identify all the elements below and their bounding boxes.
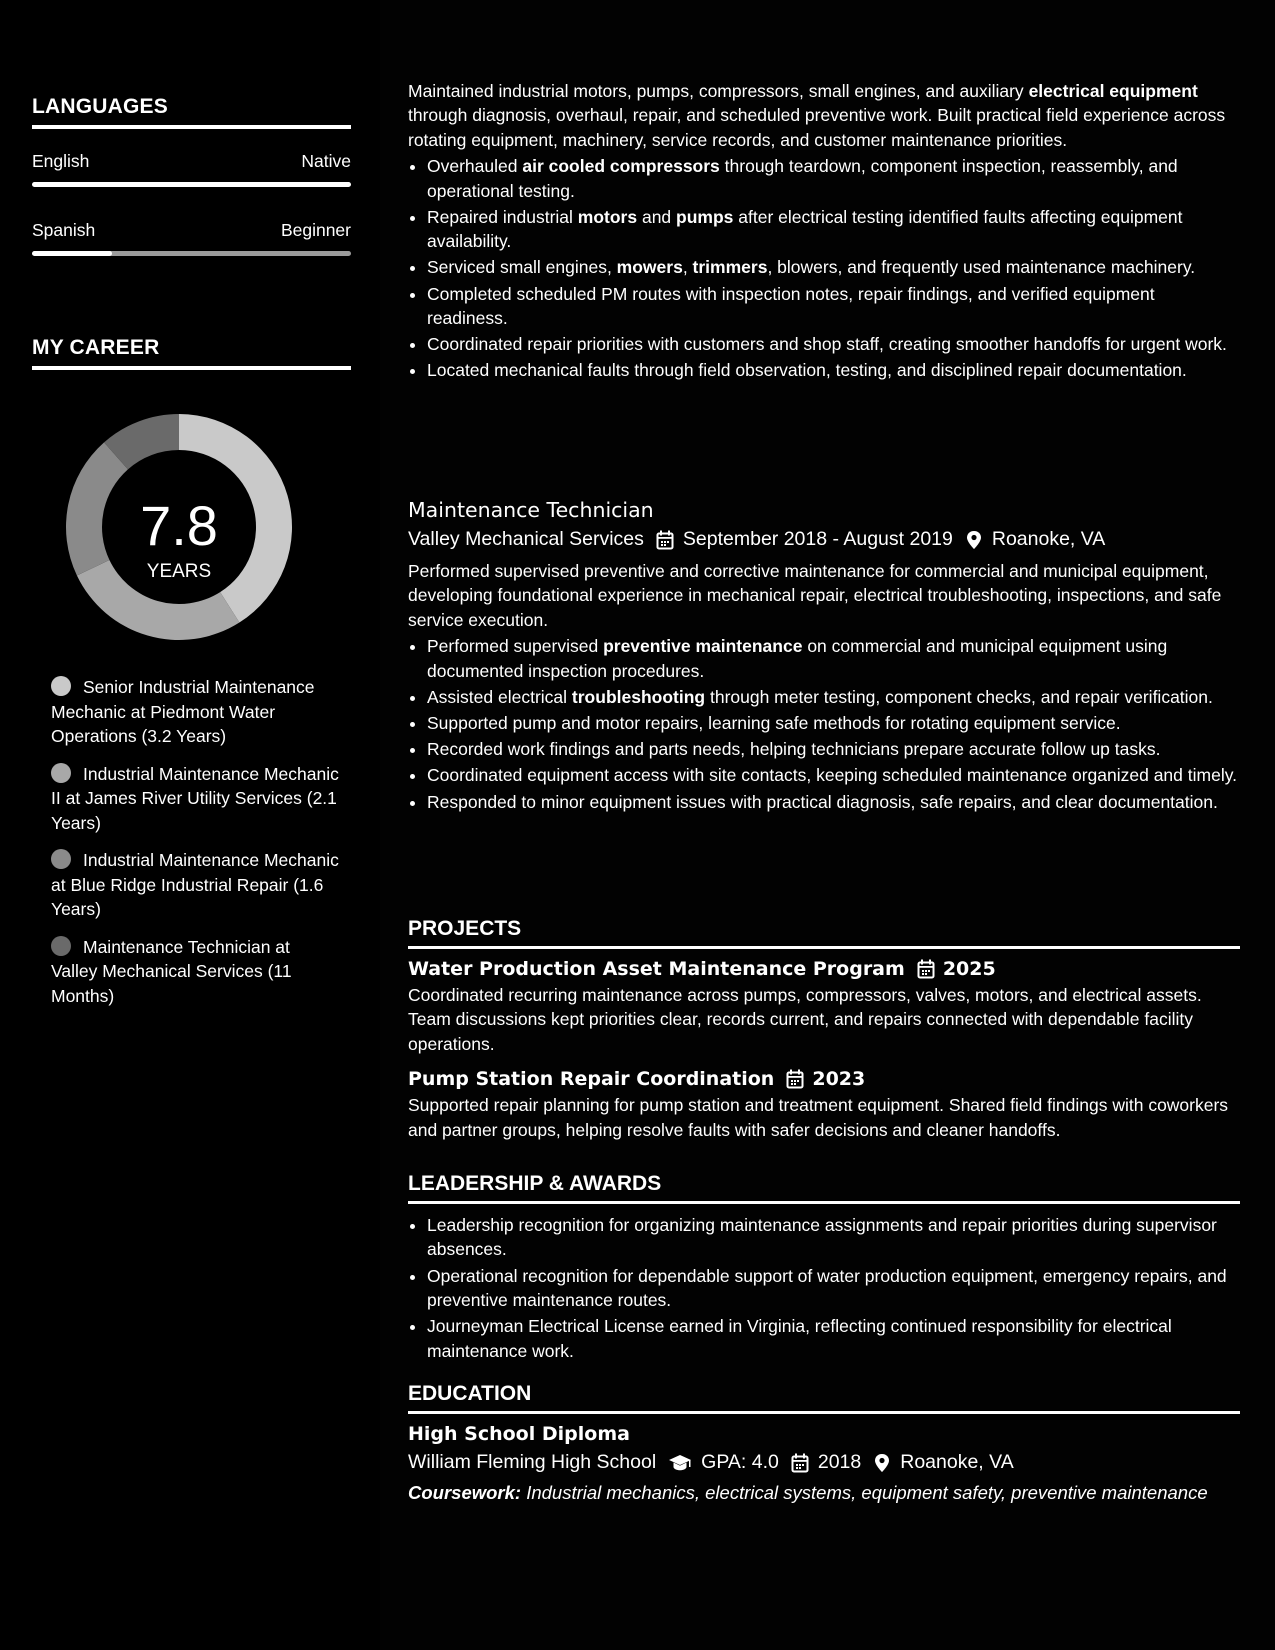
awards-heading: LEADERSHIP & AWARDS [408,1172,1240,1204]
bullet-item: • Recorded work findings and parts needs, helping technicians prepare accurate follow up tasks. [427,737,1240,761]
bullet-item: • Coordinated repair priorities with customers and shop staff, creating smoother handoffs for urgent work. [427,332,1240,356]
awards-section [408,1172,1240,1365]
bullet-item: • Located mechanical faults through field observation, testing, and disciplined repair documentation. [427,358,1240,382]
language-proficiency-bar [32,182,351,187]
career-legend [51,675,341,1021]
graduation-cap-icon [668,1453,692,1473]
language-level: Native [301,151,351,171]
project-title-row [408,1068,1240,1090]
career-section [32,336,351,370]
coursework: Coursework: Industrial mechanics, electrical systems, equipment safety, preventive maintenance [408,1482,1208,1503]
prev-job-bullets [408,154,1240,383]
job-dates: September 2018 - August 2019 [682,528,953,550]
donut-segment-2 [66,442,128,575]
languages-section [32,95,351,256]
education-section [408,1382,1240,1505]
career-donut-chart [59,407,299,647]
project-desc: Coordinated recurring maintenance across pumps, compressors, valves, motors, and electrical assets. Team discussions kept priorities clear, records current, and repairs connected with dependable facility operations. [408,985,1202,1054]
language-level: Beginner [280,220,351,240]
languages-heading: LANGUAGES [32,95,351,129]
career-item-text: Industrial Maintenance Mechanic at Blue Ridge Industrial Repair (1.6 Years) [51,850,339,919]
award-item: • Leadership recognition for organizing maintenance assignments and repair priorities during supervisor absences. [427,1213,1240,1262]
location-pin-icon [965,530,983,550]
career-item-text: Maintenance Technician at Valley Mechanical Services (11 Months) [51,936,292,1006]
job-bullets [408,634,1240,814]
bullet-item: • Assisted electrical troubleshooting through meter testing, component checks, and repair verification. [427,685,1240,709]
career-total-value: 7.8 [140,494,218,557]
career-item [51,762,341,836]
legend-dot [51,676,71,696]
education-meta [408,1451,1240,1474]
project-year: 2025 [942,958,996,980]
sidebar [0,0,380,1650]
project-desc: Supported repair planning for pump station and treatment equipment. Shared field findings with coworkers and partner groups, helping resolve faults with safer decisions and cleaner handoffs. [408,1095,1229,1140]
career-heading: MY CAREER [32,336,351,370]
bullet-item: • Coordinated equipment access with site contacts, keeping scheduled maintenance organized and timely. [427,763,1240,787]
career-item [51,935,341,1009]
career-total-unit: YEARS [146,561,212,582]
bullet-item: • Performed supervised preventive maintenance on commercial and municipal equipment using documented inspection procedures. [427,634,1240,683]
job-entry [408,498,1240,816]
bullet-item: • Completed scheduled PM routes with inspection notes, repair findings, and verified equipment readiness. [427,282,1240,331]
language-name: English [32,151,90,171]
language-proficiency-bar [32,251,351,256]
location-pin-icon [873,1453,891,1473]
project-title: Water Production Asset Maintenance Program [408,958,905,980]
school-name: William Fleming High School [408,1451,657,1473]
legend-dot [51,763,71,783]
prev-job-block [408,79,1240,385]
bullet-item: • Supported pump and motor repairs, learning safe methods for rotating equipment service. [427,711,1240,735]
legend-dot [51,936,71,956]
projects-section [408,917,1240,1142]
award-item: • Operational recognition for dependable support of water production equipment, emergency repairs, and preventive maintenance routes. [427,1264,1240,1313]
job-title: Maintenance Technician [408,498,654,522]
education-heading: EDUCATION [408,1382,1240,1414]
prev-job-summary: Maintained industrial motors, pumps, compressors, small engines, and auxiliary electrical equipment through diagnosis, overhaul, repair, and scheduled preventive work. Built practical field experience across rotating equipment, machinery, service records, and customer maintenance priorities. [408,81,1226,150]
calendar-icon [791,1453,809,1473]
project-title-row [408,958,1240,980]
career-item [51,675,341,749]
project-year: 2023 [812,1068,866,1091]
graduation-year: 2018 [817,1451,862,1473]
project-title: Pump Station Repair Coordination [408,1068,775,1091]
language-name: Spanish [32,220,96,240]
projects-heading: PROJECTS [408,917,1240,949]
calendar-icon [917,959,935,979]
job-company: Valley Mechanical Services [408,528,644,550]
career-item-text: Industrial Maintenance Mechanic II at James River Utility Services (2.1 Years) [51,763,339,833]
job-summary: Performed supervised preventive and corrective maintenance for commercial and municipal equipment, developing foundational experience in mechanical repair, electrical troubleshooting, inspections, and safe service execution. [408,561,1222,630]
school-location: Roanoke, VA [900,1451,1014,1473]
awards-list [408,1213,1240,1363]
bullet-item: • Serviced small engines, mowers, trimmers, blowers, and frequently used maintenance machinery. [427,255,1240,279]
gpa: GPA: 4.0 [701,1451,779,1473]
bullet-item: • Overhauled air cooled compressors through teardown, component inspection, reassembly, and operational testing. [427,154,1240,203]
degree-title: High School Diploma [408,1423,630,1445]
legend-dot [51,849,71,869]
job-location: Roanoke, VA [991,528,1106,550]
language-spanish [32,220,351,256]
calendar-icon [656,530,674,550]
career-item [51,848,341,922]
calendar-icon [786,1069,804,1089]
award-item: • Journeyman Electrical License earned in Virginia, reflecting continued responsibility for electrical maintenance work. [427,1314,1240,1363]
job-meta [408,528,1240,551]
career-item-text: Senior Industrial Maintenance Mechanic at Piedmont Water Operations (3.2 Years) [51,677,315,746]
bullet-item: • Responded to minor equipment issues with practical diagnosis, safe repairs, and clear documentation. [427,790,1240,814]
language-english [32,151,351,187]
bullet-item: • Repaired industrial motors and pumps after electrical testing identified faults affecting equipment availability. [427,205,1240,254]
